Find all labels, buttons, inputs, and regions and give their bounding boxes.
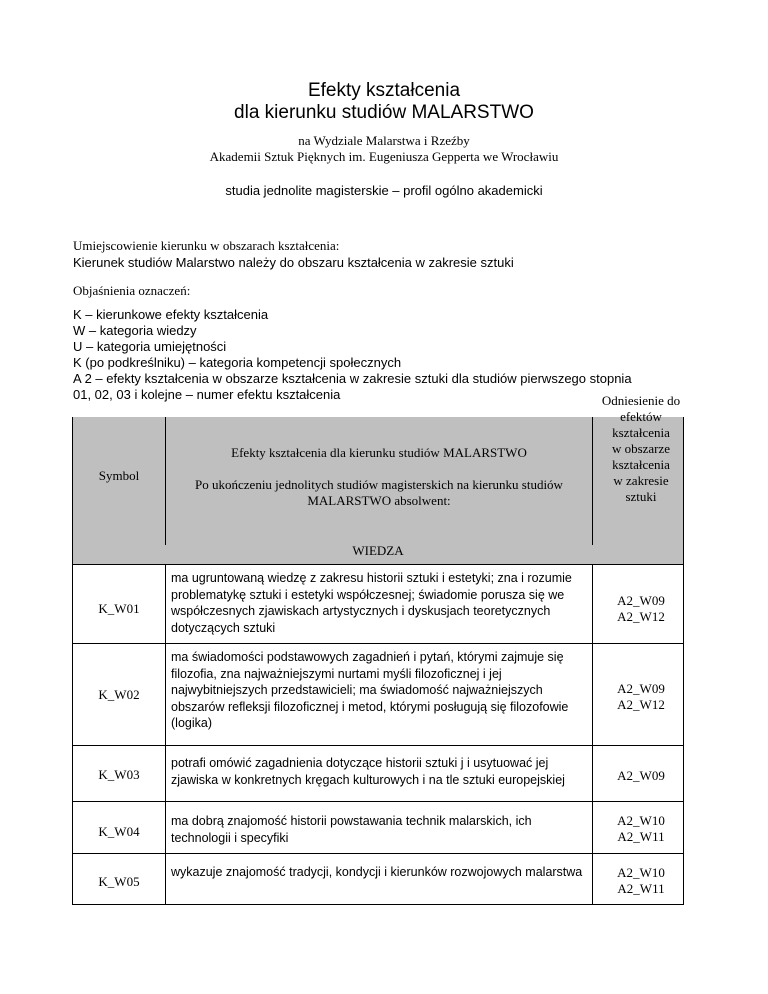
faculty-name: na Wydziale Malarstwa i Rzeźby	[298, 133, 470, 148]
reference-code: A2_W09	[617, 593, 665, 608]
row-description: wykazuje znajomość tradycji, kondycji i kierunków rozwojowych malarstwa	[171, 865, 583, 879]
reference-code: A2_W12	[617, 609, 665, 624]
column-header-effects-subtitle: Po ukończeniu jednolitych studiów magisterskich na kierunku studiów	[195, 477, 563, 492]
legend-line: K (po podkreślniku) – kategoria kompetencji społecznych	[73, 355, 402, 370]
row-symbol: K_W02	[98, 687, 140, 702]
header-divider	[165, 417, 166, 545]
row-reference	[598, 865, 684, 897]
reference-header-line: kształcenia	[612, 425, 670, 440]
header-divider	[592, 417, 593, 545]
row-divider	[73, 801, 683, 802]
row-description: ma dobrą znajomość historii powstawania technik malarskich, ich technologii i specyfiki	[171, 814, 532, 845]
document-title-line2: dla kierunku studiów MALARSTWO	[234, 102, 534, 123]
reference-code: A2_W11	[617, 829, 665, 844]
row-symbol: K_W04	[98, 824, 140, 839]
study-type: studia jednolite magisterskie – profil ogólno akademicki	[225, 183, 543, 198]
row-reference	[598, 813, 684, 845]
row-divider	[73, 643, 683, 644]
legend-line: A 2 – efekty kształcenia w obszarze kształcenia w zakresie sztuki dla studiów pierwszego stopnia	[73, 371, 632, 386]
row-symbol: K_W01	[98, 601, 140, 616]
row-description: ma świadomości podstawowych zagadnień i pytań, którymi zajmuje się filozofia, zna najważniejszymi nurtami myśli filozoficznej i jej najwybitniejszych przedstawicieli; ma świadomość najważniejszych obszarów refleksji filozoficznej i metod, którymi posługują się filozofowie (logika)	[171, 650, 569, 731]
row-symbol: K_W05	[98, 874, 140, 889]
reference-header-line: efektów	[620, 409, 662, 424]
column-header-effects-subtitle2: MALARSTWO absolwent:	[307, 493, 451, 508]
section-title-wiedza: WIEDZA	[352, 543, 404, 558]
row-description: potrafi omówić zagadnienia dotyczące historii sztuki j i usytuować jej zjawiska w konkretnych kręgach kulturowych i na tle sztuki europejskiej	[171, 756, 565, 787]
legend-line: K – kierunkowe efekty kształcenia	[73, 307, 269, 322]
reference-header-line: Odniesienie do	[601, 393, 681, 408]
column-header-reference	[598, 393, 684, 505]
row-reference	[598, 768, 684, 784]
legend-line: W – kategoria wiedzy	[73, 323, 197, 338]
row-reference	[598, 681, 684, 713]
row-reference	[598, 593, 684, 625]
row-divider	[73, 745, 683, 746]
reference-code: A2_W09	[617, 681, 665, 696]
reference-code: A2_W11	[617, 881, 665, 896]
document-title-line1: Efekty kształcenia	[307, 80, 461, 101]
row-divider	[73, 853, 683, 854]
reference-header-line: sztuki	[625, 489, 657, 504]
legend-title: Objaśnienia oznaczeń:	[73, 283, 191, 298]
reference-header-line: kształcenia	[612, 457, 670, 472]
placement-label: Umiejscowienie kierunku w obszarach kształcenia:	[73, 238, 340, 253]
reference-header-line: w zakresie	[613, 473, 669, 488]
academy-name: Akademii Sztuk Pięknych im. Eugeniusza Gepperta we Wrocławiu	[209, 149, 559, 164]
placement-value: Kierunek studiów Malarstwo należy do obszaru kształcenia w zakresie sztuki	[73, 255, 514, 270]
reference-code: A2_W09	[617, 768, 665, 783]
legend-line: 01, 02, 03 i kolejne – numer efektu kształcenia	[73, 387, 341, 402]
row-symbol: K_W03	[98, 767, 140, 782]
legend-line: U – kategoria umiejętności	[73, 339, 227, 354]
row-description: ma ugruntowaną wiedzę z zakresu historii sztuki i estetyki; zna i rozumie problematykę sztuki i estetyki współczesnej; świadomie porusza się we współczesnych zjawiskach artystycznych i dyskusjach teoretycznych dotyczących sztuki	[171, 571, 572, 635]
reference-code: A2_W10	[617, 865, 665, 880]
column-header-effects-title: Efekty kształcenia dla kierunku studiów MALARSTWO	[231, 445, 527, 460]
reference-header-line: w obszarze	[611, 441, 671, 456]
reference-code: A2_W12	[617, 697, 665, 712]
column-header-symbol: Symbol	[98, 468, 140, 483]
reference-code: A2_W10	[617, 813, 665, 828]
